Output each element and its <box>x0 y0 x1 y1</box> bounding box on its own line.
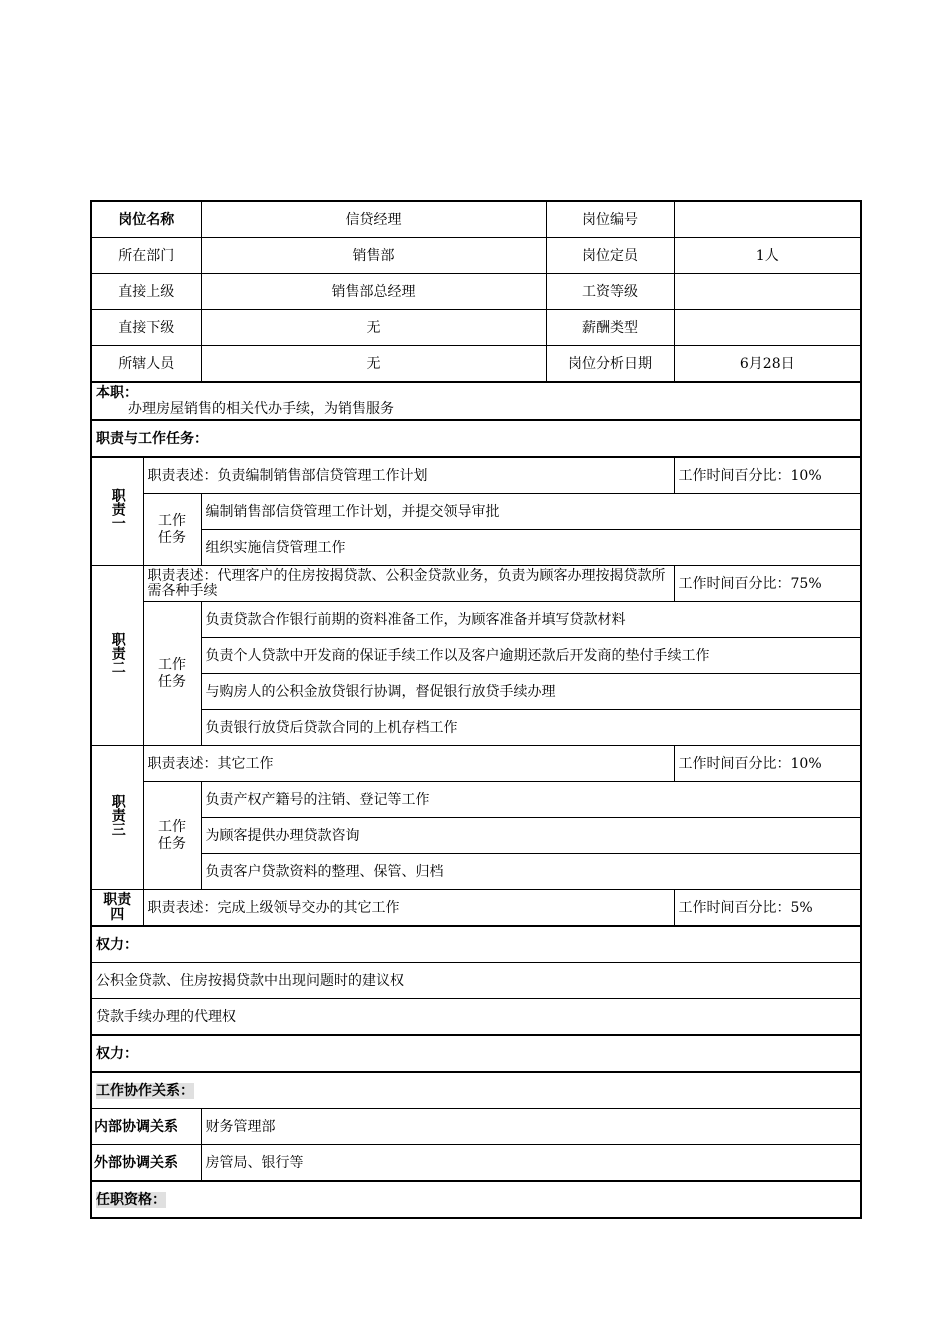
duty-3-task-row-2 <box>91 818 861 854</box>
duty-3-desc-row <box>91 746 861 782</box>
power-1-title-row <box>91 926 861 963</box>
duty-1-task-2: 组织实施信贷管理工作 <box>201 530 861 566</box>
internal-coop-label: 内部协调关系 <box>91 1109 201 1145</box>
internal-coop-value: 财务管理部 <box>201 1109 861 1145</box>
header-row-position <box>91 201 861 238</box>
duty-3-task-label: 工作任务 <box>143 782 201 890</box>
duty-2-task-row-2 <box>91 638 861 674</box>
header-row-staff <box>91 346 861 383</box>
duty-3-desc: 职责表述：其它工作 <box>143 746 674 782</box>
value-department: 销售部 <box>201 238 546 274</box>
duty-4-desc-row <box>91 890 861 927</box>
duty-3-task-2: 为顾客提供办理贷款咨询 <box>201 818 861 854</box>
qualification-title: 任职资格： <box>91 1181 861 1218</box>
external-coop-label: 外部协调关系 <box>91 1145 201 1182</box>
duty-2-desc-row <box>91 566 861 602</box>
power-1-title: 权力： <box>91 926 861 963</box>
duty-3-label: 职责三 <box>91 746 143 890</box>
job-description-form <box>90 200 860 1219</box>
label-pay-type: 薪酬类型 <box>546 310 674 346</box>
label-direct-superior: 直接上级 <box>91 274 201 310</box>
duty-4-desc: 职责表述：完成上级领导交办的其它工作 <box>143 890 674 927</box>
header-row-dept <box>91 238 861 274</box>
duty-3-task-1: 负责产权产籍号的注销、登记等工作 <box>201 782 861 818</box>
external-coop-value: 房管局、银行等 <box>201 1145 861 1182</box>
header-row-superior <box>91 274 861 310</box>
header-row-subordinate <box>91 310 861 346</box>
duty-2-label: 职责二 <box>91 566 143 746</box>
duty-2-task-row-1 <box>91 602 861 638</box>
duty-2-task-row-4 <box>91 710 861 746</box>
duty-1-desc-row <box>91 457 861 494</box>
label-salary-grade: 工资等级 <box>546 274 674 310</box>
external-coop-row <box>91 1145 861 1182</box>
duty-2-task-4: 负责银行放贷后贷款合同的上机存档工作 <box>201 710 861 746</box>
duty-3-pct: 工作时间百分比：10% <box>674 746 861 782</box>
duty-1-desc: 职责表述：负责编制销售部信贷管理工作计划 <box>143 457 674 494</box>
value-position-code <box>674 201 861 238</box>
benzhi-text: 办理房屋销售的相关代办手续，为销售服务 <box>128 401 394 417</box>
power-2-title: 权力： <box>91 1035 861 1072</box>
label-position-code: 岗位编号 <box>546 201 674 238</box>
label-headcount: 岗位定员 <box>546 238 674 274</box>
duty-4-pct: 工作时间百分比：5% <box>674 890 861 927</box>
duty-1-pct: 工作时间百分比：10% <box>674 457 861 494</box>
label-staff: 所辖人员 <box>91 346 201 383</box>
power-1-item-1: 公积金贷款、住房按揭贷款中出现问题时的建议权 <box>91 963 861 999</box>
duty-4-label: 职责四 <box>91 890 143 927</box>
internal-coop-row <box>91 1109 861 1145</box>
cooperation-title-row <box>91 1072 861 1109</box>
duties-title: 职责与工作任务： <box>91 420 861 457</box>
power-1-item-row-2 <box>91 999 861 1036</box>
duty-2-pct: 工作时间百分比：75% <box>674 566 861 602</box>
duty-2-task-3: 与购房人的公积金放贷银行协调，督促银行放贷手续办理 <box>201 674 861 710</box>
benzhi-title: 本职： <box>96 385 138 401</box>
label-direct-subordinate: 直接下级 <box>91 310 201 346</box>
duty-2-task-1: 负责贷款合作银行前期的资料准备工作，为顾客准备并填写贷款材料 <box>201 602 861 638</box>
duty-2-task-label: 工作任务 <box>143 602 201 746</box>
benzhi-row <box>91 382 861 420</box>
value-direct-superior: 销售部总经理 <box>201 274 546 310</box>
value-staff: 无 <box>201 346 546 383</box>
duty-3-task-row-3 <box>91 854 861 890</box>
duty-3-task-row-1 <box>91 782 861 818</box>
duty-1-label: 职责一 <box>91 457 143 566</box>
value-direct-subordinate: 无 <box>201 310 546 346</box>
job-description-table <box>90 200 862 1219</box>
power-1-item-row-1 <box>91 963 861 999</box>
benzhi-cell <box>91 382 861 420</box>
label-analysis-date: 岗位分析日期 <box>546 346 674 383</box>
label-position-name: 岗位名称 <box>91 201 201 238</box>
duty-3-task-3: 负责客户贷款资料的整理、保管、归档 <box>201 854 861 890</box>
duty-1-task-1: 编制销售部信贷管理工作计划，并提交领导审批 <box>201 494 861 530</box>
duty-2-desc: 职责表述：代理客户的住房按揭贷款、公积金贷款业务，负责为顾客办理按揭贷款所需各种手续 <box>143 566 674 602</box>
duties-title-row <box>91 420 861 457</box>
duty-1-task-row-1 <box>91 494 861 530</box>
power-1-item-2: 贷款手续办理的代理权 <box>91 999 861 1036</box>
value-salary-grade <box>674 274 861 310</box>
duty-1-task-row-2 <box>91 530 861 566</box>
qualification-title-row <box>91 1181 861 1218</box>
value-headcount: 1人 <box>674 238 861 274</box>
cooperation-title: 工作协作关系： <box>91 1072 861 1109</box>
value-pay-type <box>674 310 861 346</box>
value-analysis-date: 6月28日 <box>674 346 861 383</box>
duty-2-task-row-3 <box>91 674 861 710</box>
label-department: 所在部门 <box>91 238 201 274</box>
duty-1-task-label: 工作任务 <box>143 494 201 566</box>
power-2-title-row <box>91 1035 861 1072</box>
duty-2-task-2: 负责个人贷款中开发商的保证手续工作以及客户逾期还款后开发商的垫付手续工作 <box>201 638 861 674</box>
value-position-name: 信贷经理 <box>201 201 546 238</box>
